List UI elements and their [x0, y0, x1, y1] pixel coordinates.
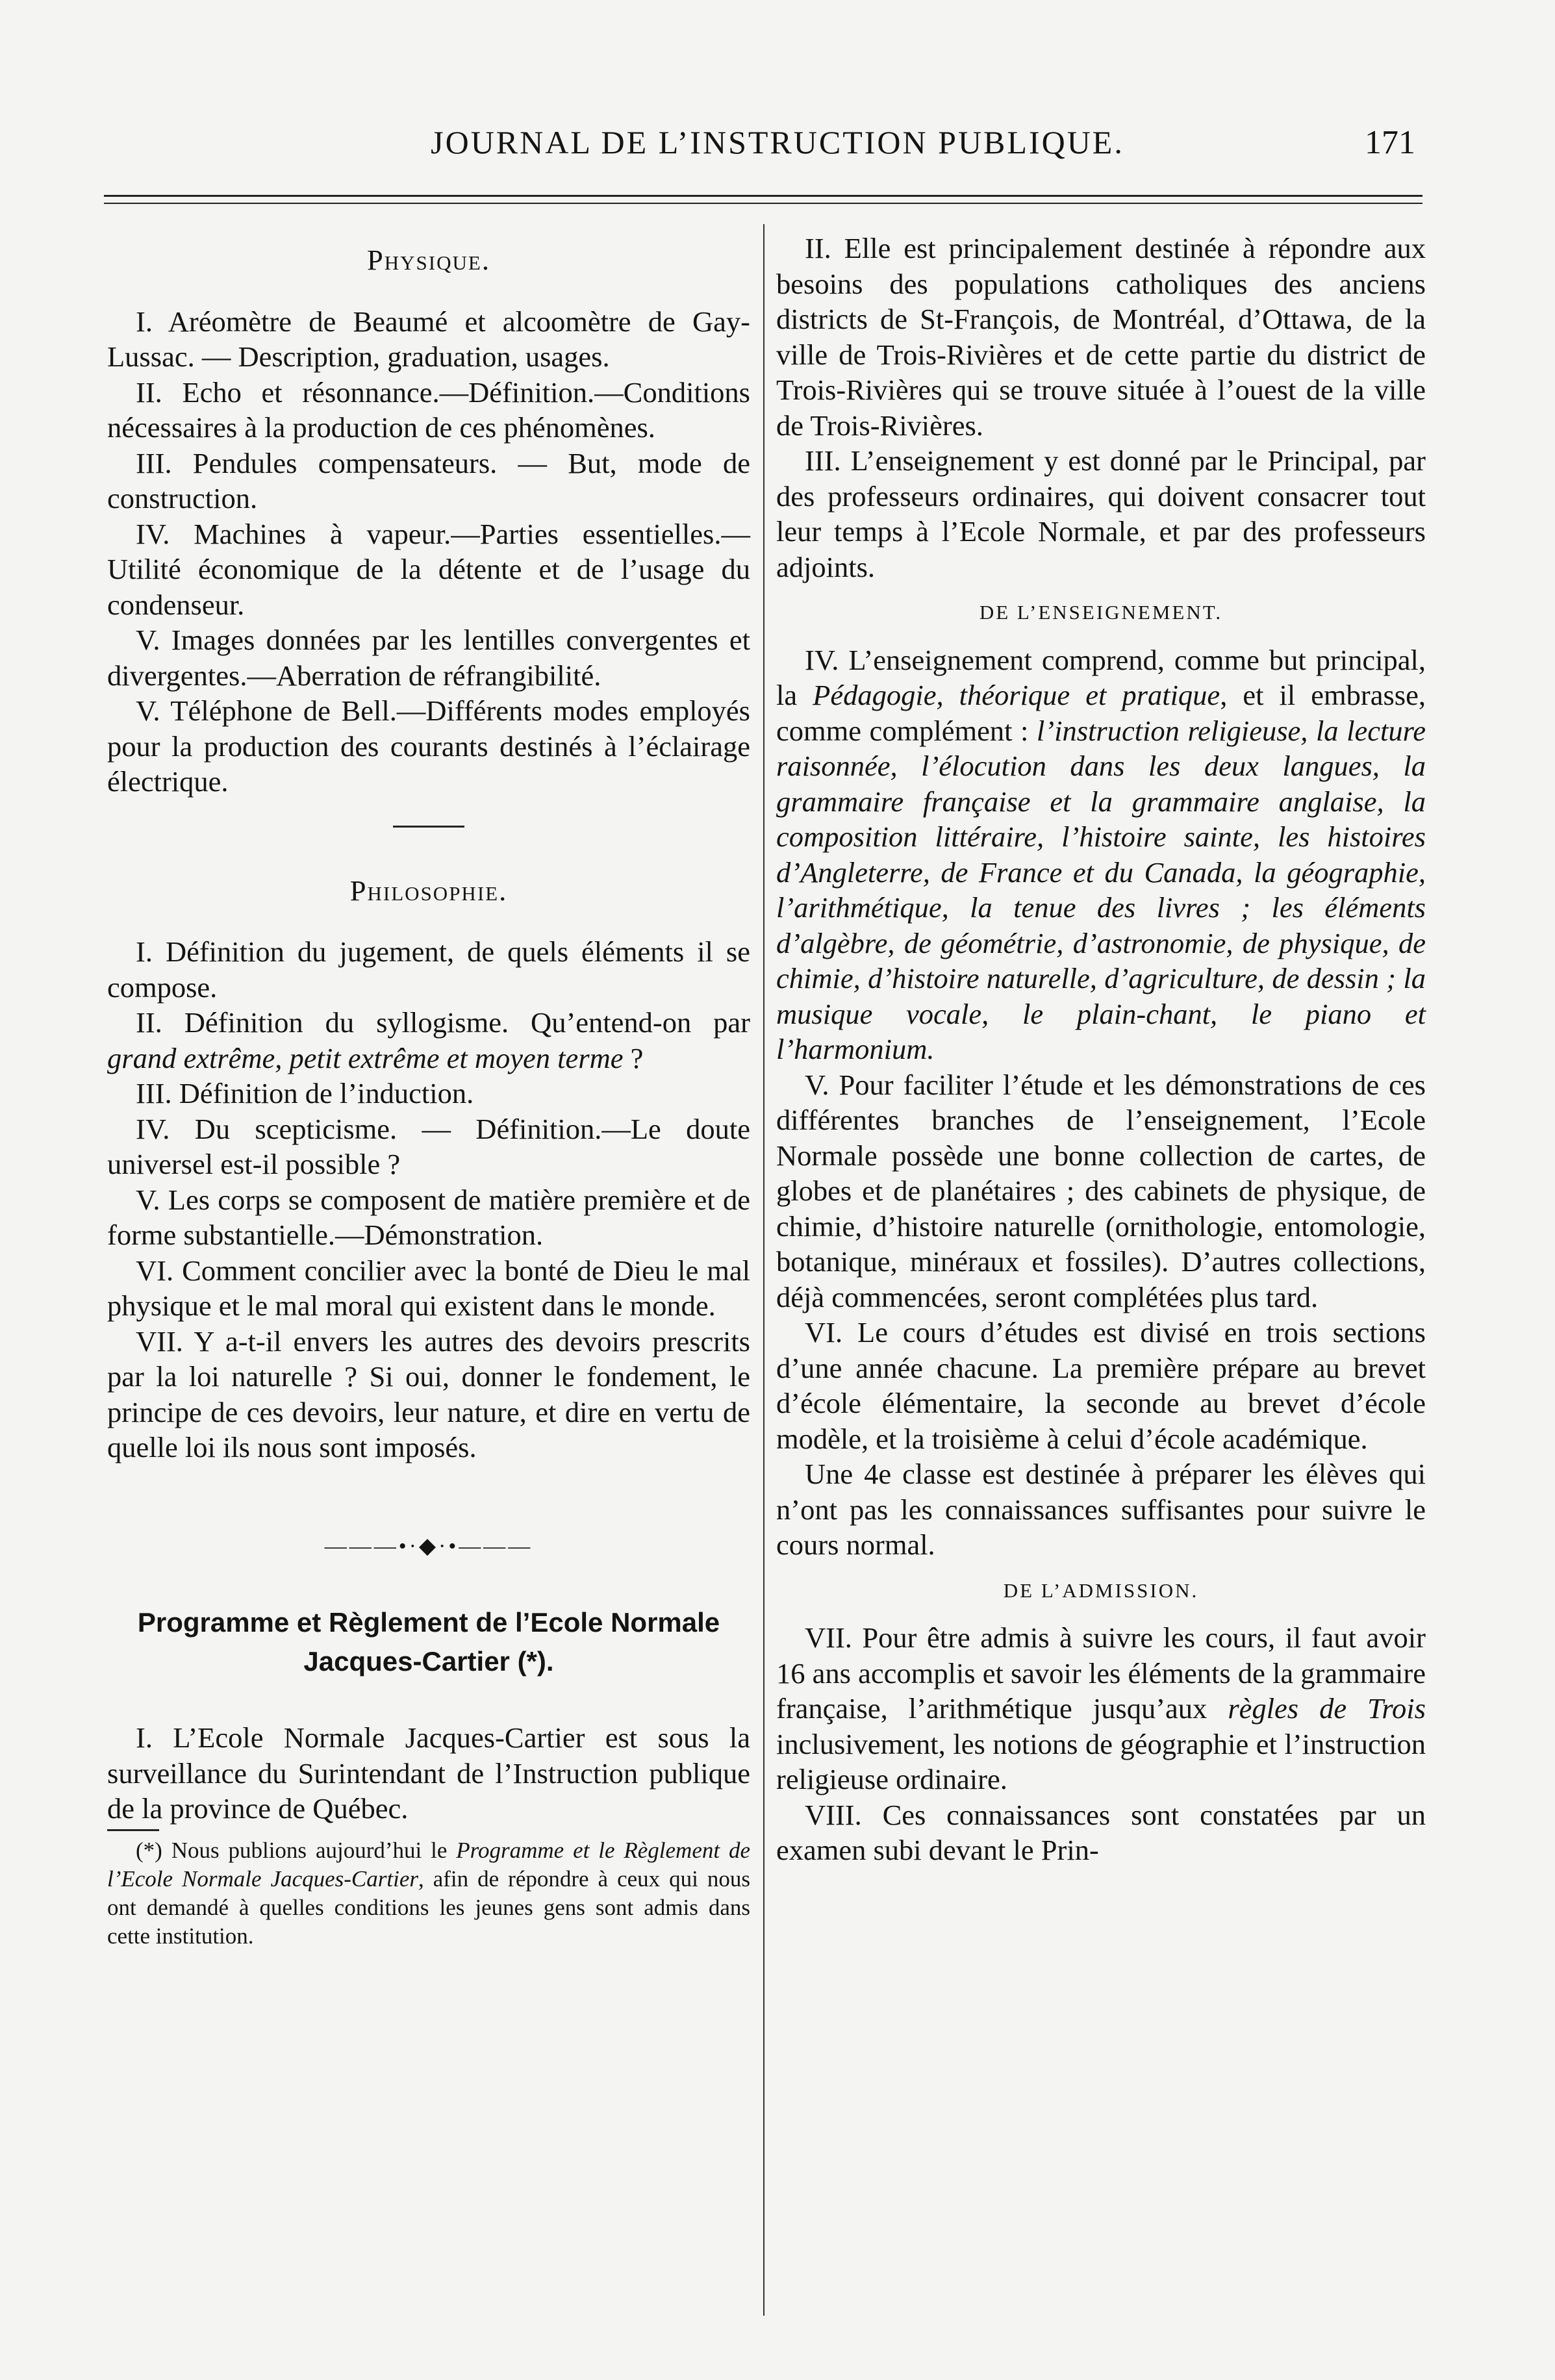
- physique-item: V. Téléphone de Bell.—Différents modes employés pour la production des courants destinés à l’éclairage électrique.: [107, 694, 750, 798]
- physique-item: V. Images données par les lentilles convergentes et divergentes.—Aberration de réfrangibilité.: [107, 624, 750, 692]
- footnote-rule: [107, 1829, 159, 1831]
- philosophie-item: I. Définition du jugement, de quels éléments il se compose.: [107, 935, 750, 1004]
- article-paragraph: IV. L’enseignement comprend, comme but principal, la Pédagogie, théorique et pratique, et il embrasse, comme complément : l’instruction religieuse, la lecture raisonnée, l’élocution dans les deux langues, la grammaire française et la grammaire anglaise, la composition littéraire, l’histoire sainte, les histoires d’Angleterre, de France et du Canada, la géographie, l’arithmétique, la tenue des livres ; les éléments d’algèbre, de géométrie, d’astronomie, de physique, de chimie, d’histoire naturelle, d’agriculture, de dessin ; la musique vocale, le plain-chant, le piano et l’harmonium.: [776, 643, 1426, 1065]
- program-paragraph: I. L’Ecole Normale Jacques-Cartier est sous la surveillance du Surintendant de l’Instruction publique de la province de Québec.: [107, 1721, 750, 1825]
- section-heading-physique: Physique.: [367, 244, 490, 276]
- right-column: [776, 231, 1426, 1868]
- section-heading-enseignement: DE L’ENSEIGNEMENT.: [979, 601, 1223, 624]
- physique-item: II. Echo et résonnance.—Définition.—Conditions nécessaires à la production de ces phénomènes.: [107, 375, 750, 444]
- article-paragraph: VII. Pour être admis à suivre les cours, il faut avoir 16 ans accomplis et savoir les éléments de la grammaire française, l’arithmétique jusqu’aux règles de Trois inclusivement, les notions de géographie et l’instruction religieuse ordinaire.: [776, 1621, 1426, 1795]
- philosophie-item: VII. Y a-t-il envers les autres des devoirs prescrits par la loi naturelle ? Si oui, donner le fondement, le principe de ces devoirs, leur nature, et dire en vertu de quelle loi ils nous sont imposés.: [107, 1324, 750, 1463]
- program-title: Programme et Règlement de l’Ecole Normale Jacques-Cartier (*).: [137, 1607, 720, 1677]
- running-title: JOURNAL DE L’INSTRUCTION PUBLIQUE.: [431, 124, 1124, 160]
- physique-item: III. Pendules compensateurs. — But, mode de construction.: [107, 446, 750, 514]
- header-rule: [104, 195, 1422, 197]
- physique-item: I. Aréomètre de Beaumé et alcoomètre de Gay-Lussac. — Description, graduation, usages.: [107, 305, 750, 373]
- section-heading-philosophie: Philosophie.: [349, 874, 508, 907]
- left-column: [107, 231, 750, 1951]
- footnote: (*) Nous publions aujourd’hui le Programme et le Règlement de l’Ecole Normale Jacques-Cartier, afin de répondre à ceux qui nous ont demandé à quelles conditions les jeunes gens sont admis dans cette institution.: [107, 1837, 751, 1949]
- philosophie-item: II. Définition du syllogisme. Qu’entend-on par grand extrême, petit extrême et moyen terme ?: [107, 1006, 750, 1074]
- philosophie-item: IV. Du scepticisme. — Définition.—Le doute universel est-il possible ?: [107, 1112, 750, 1180]
- article-paragraph: VIII. Ces connaissances sont constatées par un examen subi devant le Prin-: [776, 1798, 1426, 1866]
- philosophie-item: V. Les corps se composent de matière première et de forme substantielle.—Démonstration.: [107, 1183, 750, 1251]
- article-paragraph: II. Elle est principalement destinée à répondre aux besoins des populations catholiques des anciens districts de St-François, de Montréal, d’Ottawa, de la ville de Trois-Rivières et de cette partie du district de Trois-Rivières qui se trouve située à l’ouest de la ville de Trois-Rivières.: [776, 232, 1426, 442]
- article-paragraph: V. Pour faciliter l’étude et les démonstrations de ces différentes branches de l’enseignement, l’Ecole Normale possède une bonne collection de cartes, de globes et de planétaires ; des cabinets de physique, de chimie, d’histoire naturelle (ornithologie, entomologie, botanique, minéraux et fossiles). D’autres collections, déjà commencées, seront complétées plus tard.: [776, 1068, 1426, 1313]
- header-rule-thin: [104, 203, 1422, 204]
- article-paragraph: III. L’enseignement y est donné par le Principal, par des professeurs ordinaires, qui doivent consacrer tout leur temps à l’Ecole Normale, et par des professeurs adjoints.: [776, 444, 1426, 583]
- section-separator: [393, 826, 464, 828]
- philosophie-item: III. Définition de l’induction.: [136, 1077, 474, 1109]
- article-paragraph: Une 4e classe est destinée à préparer les élèves qui n’ont pas les connaissances suffisantes pour suivre le cours normal.: [776, 1458, 1426, 1561]
- ornament-divider: ———•·◆·•———: [324, 1534, 533, 1558]
- article-paragraph: VI. Le cours d’études est divisé en trois sections d’une année chacune. La première prépare au brevet d’école élémentaire, la seconde au brevet d’école modèle, et la troisième à celui d’école académique.: [776, 1316, 1426, 1455]
- section-heading-admission: DE L’ADMISSION.: [1003, 1578, 1199, 1602]
- page-number: 171: [1365, 124, 1415, 161]
- philosophie-item: VI. Comment concilier avec la bonté de Dieu le mal physique et le mal moral qui existent dans le monde.: [107, 1254, 750, 1322]
- column-divider: [763, 224, 765, 2316]
- physique-item: IV. Machines à vapeur.—Parties essentielles.—Utilité économique de la détente et de l’usage du condenseur.: [107, 517, 750, 621]
